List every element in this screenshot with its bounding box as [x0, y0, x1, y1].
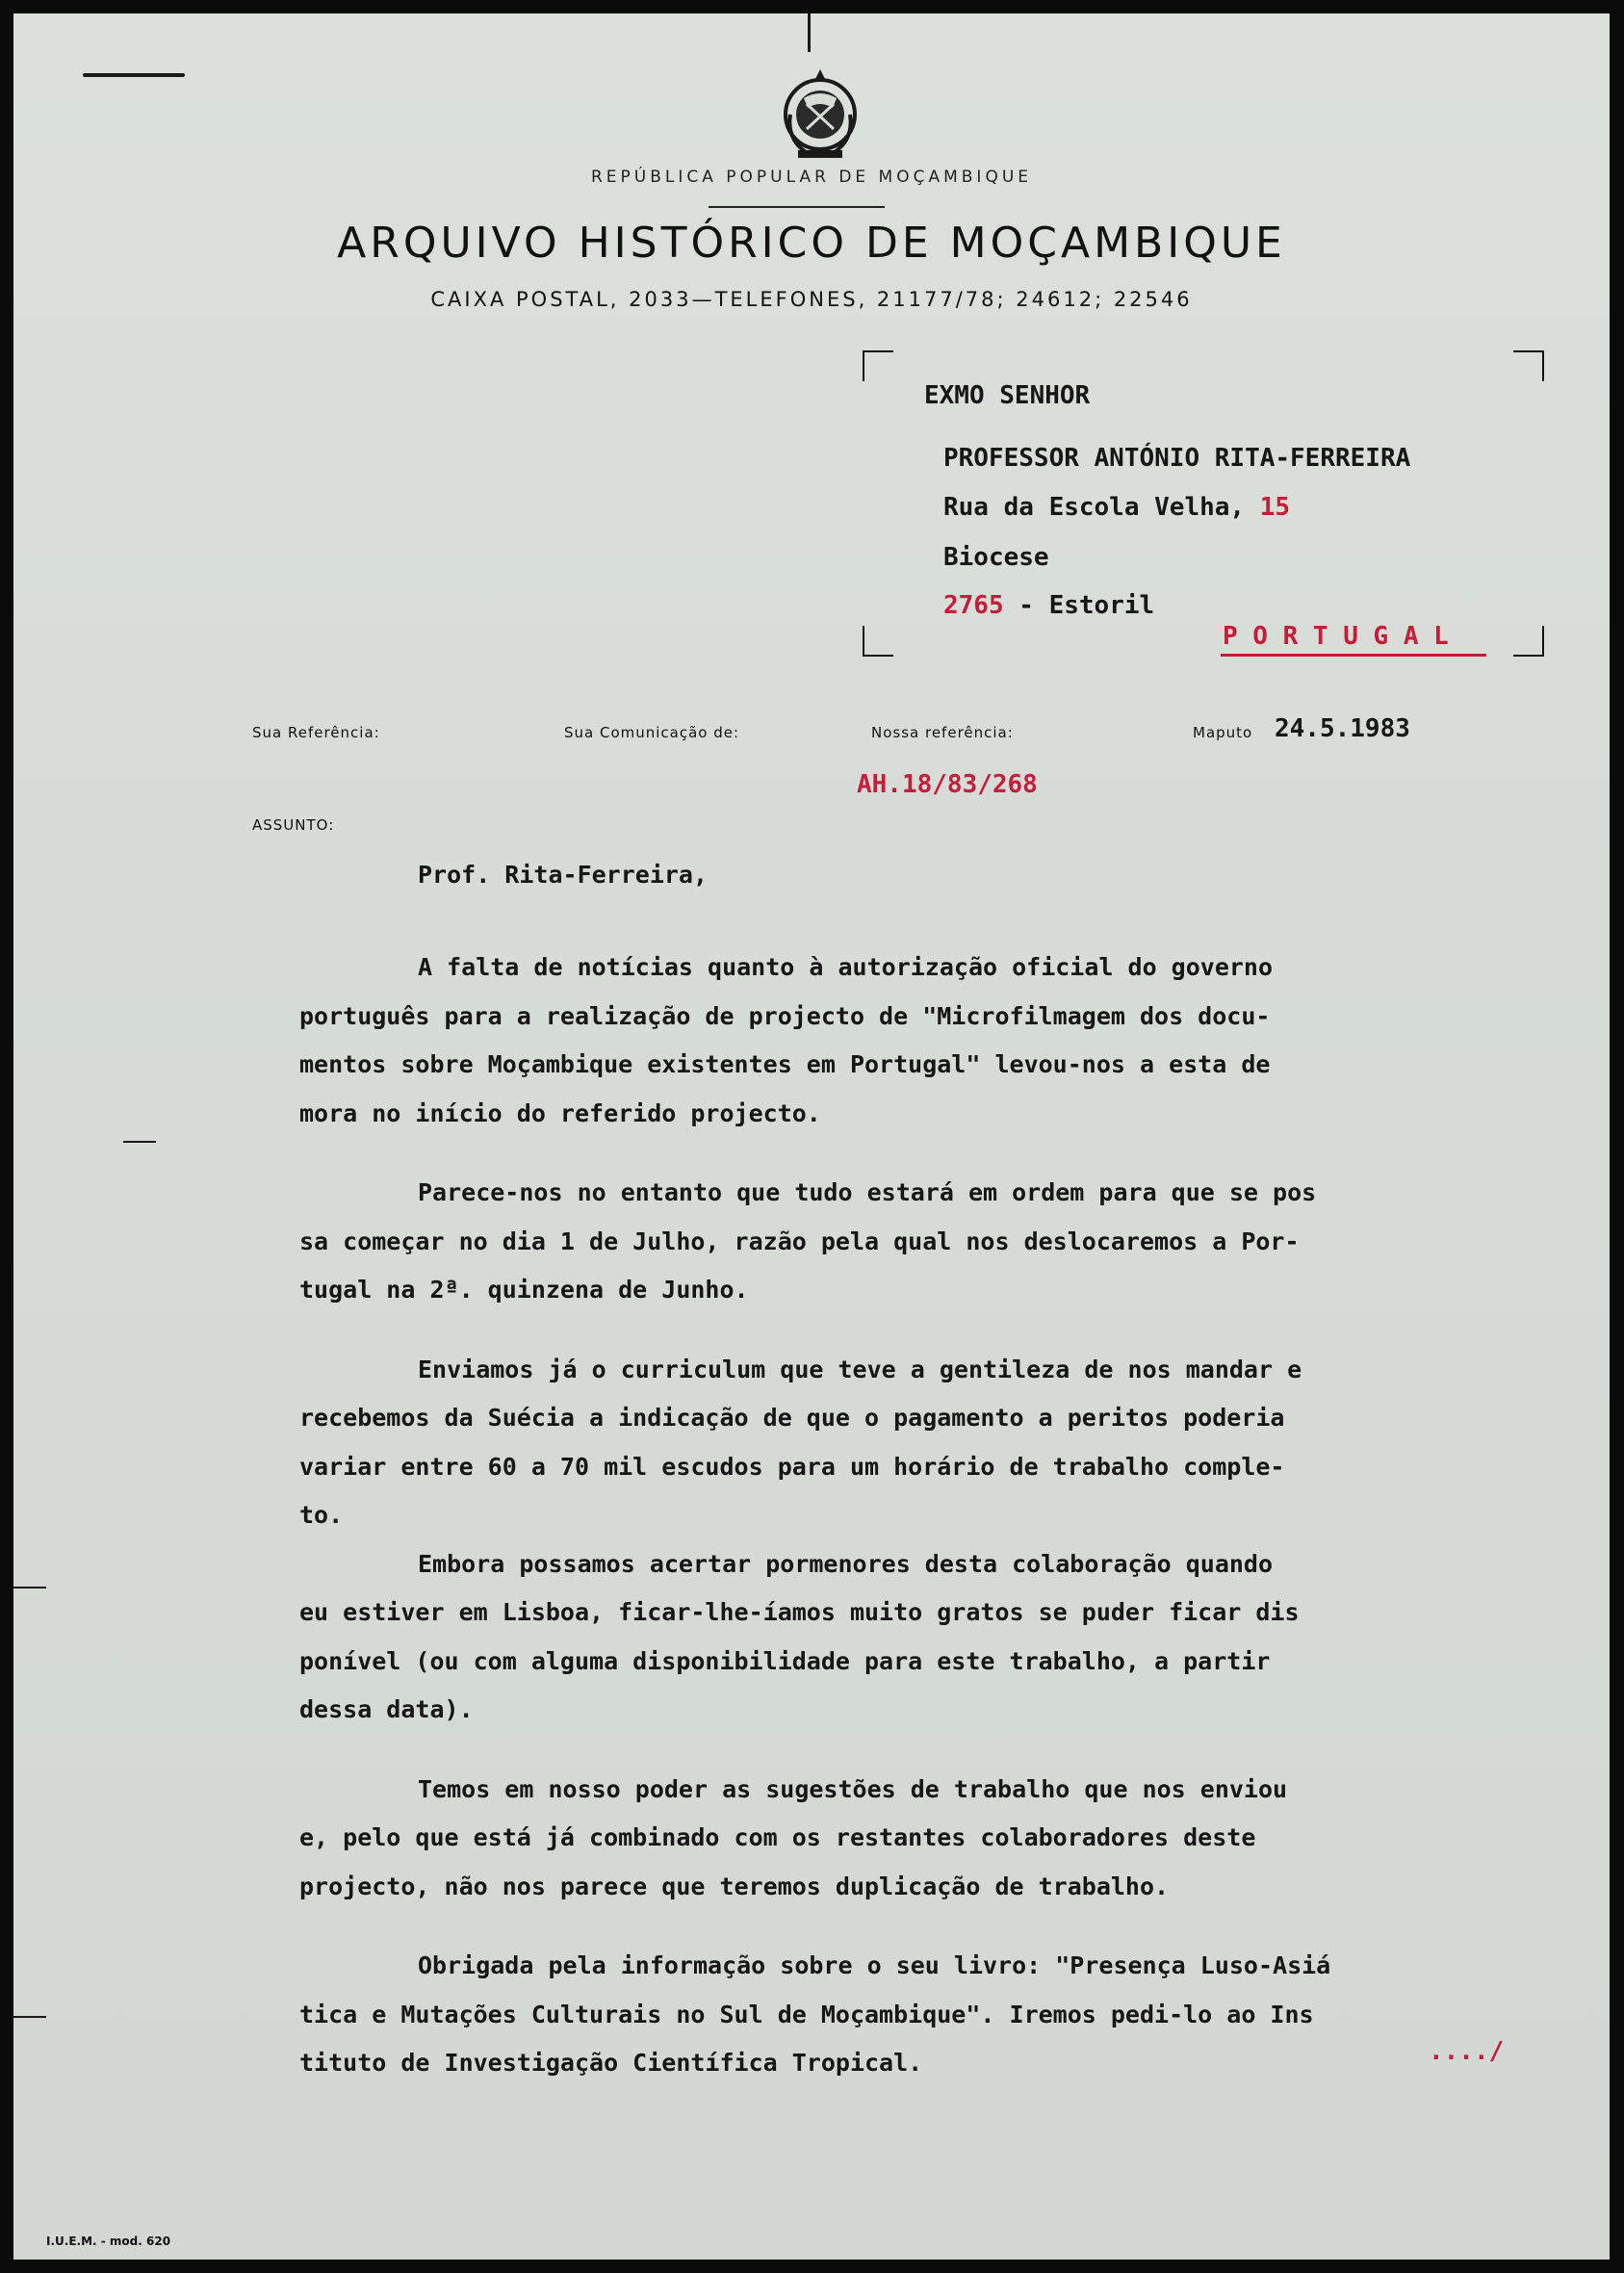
- sua-comunicacao-label: Sua Comunicação de:: [564, 724, 740, 741]
- institution-title: ARQUIVO HISTÓRICO DE MOÇAMBIQUE: [337, 219, 1286, 268]
- recipient-street-line: [943, 493, 1290, 522]
- nossa-referencia-value: AH.18/83/268: [857, 770, 1038, 799]
- para4-line1: Embora possamos acertar pormenores desta colaboração quando: [418, 1549, 1274, 1578]
- address-bracket-top-left: [863, 350, 893, 381]
- para2-line2: sa começar no dia 1 de Julho, razão pela qual nos deslocaremos a Por-: [299, 1227, 1300, 1255]
- heading-divider: [709, 206, 885, 208]
- recipient-country: P O R T U G A L: [1223, 622, 1449, 651]
- continuation-mark: ..../: [1429, 2037, 1505, 2066]
- greeting: Prof. Rita-Ferreira,: [418, 861, 709, 889]
- recipient-name: PROFESSOR ANTÓNIO RITA-FERREIRA: [943, 444, 1411, 473]
- para1-line4: mora no início do referido projecto.: [299, 1098, 821, 1127]
- para3-line4: to.: [299, 1501, 344, 1529]
- letter-body: [418, 851, 1610, 900]
- para3-line1: Enviamos já o curriculum que teve a gentileza de nos mandar e: [418, 1355, 1302, 1383]
- recipient-street-number: 15: [1259, 493, 1291, 522]
- address-bracket-top-right: [1513, 350, 1544, 381]
- fold-mark-3: [13, 2016, 46, 2018]
- para1-line3: mentos sobre Moçambique existentes em Portugal" levou-nos a esta de: [299, 1050, 1271, 1078]
- para2-line3: tugal na 2ª. quinzena de Junho.: [299, 1276, 749, 1304]
- para5-line2: e, pelo que está já combinado com os restantes colaboradores deste: [299, 1823, 1256, 1851]
- recipient-salutation: EXMO SENHOR: [924, 381, 1091, 410]
- letter-page: [13, 13, 1610, 2260]
- recipient-locality: Biocese: [943, 543, 1049, 572]
- para1-line1: A falta de notícias quanto à autorização oficial do governo: [418, 953, 1274, 981]
- coat-of-arms-emblem: [775, 62, 865, 168]
- fold-mark-2: [13, 1587, 46, 1589]
- letter-paragraphs: [299, 943, 1512, 2088]
- para6-line3: tituto de Investigação Científica Tropical.: [299, 2049, 923, 2077]
- address-bracket-bottom-left: [863, 626, 893, 657]
- fold-mark-1: [123, 1141, 156, 1143]
- para3-line3: variar entre 60 a 70 mil escudos para um horário de trabalho comple-: [299, 1452, 1285, 1481]
- recipient-city-line: [943, 591, 1154, 620]
- letter-date: 24.5.1983: [1275, 714, 1410, 743]
- para5-line3: projecto, não nos parece que teremos duplicação de trabalho.: [299, 1872, 1170, 1900]
- country-underline: [1221, 654, 1486, 657]
- recipient-postal-code: 2765: [943, 591, 1004, 620]
- hole-punch-mark: [83, 73, 185, 77]
- address-bracket-bottom-right: [1513, 626, 1544, 657]
- para5-line1: Temos em nosso poder as sugestões de trabalho que nos enviou: [418, 1774, 1288, 1803]
- para6-line1: Obrigada pela informação sobre o seu livro: "Presença Luso-Asiá: [418, 1951, 1331, 1979]
- para4-line3: ponível (ou com alguma disponibilidade para este trabalho, a partir: [299, 1646, 1271, 1675]
- recipient-street: Rua da Escola Velha,: [943, 493, 1246, 522]
- nossa-referencia-label: Nossa referência:: [871, 724, 1014, 741]
- para6-line2: tica e Mutações Culturais no Sul de Moçambique". Iremos pedi-lo ao Ins: [299, 2000, 1314, 2028]
- para3-line2: recebemos da Suécia a indicação de que o pagamento a peritos poderia: [299, 1404, 1285, 1432]
- para4-line2: eu estiver em Lisboa, ficar-lhe-íamos muito gratos se puder ficar dis: [299, 1598, 1300, 1626]
- republic-heading: REPÚBLICA POPULAR DE MOÇAMBIQUE: [590, 168, 1033, 187]
- assunto-label: ASSUNTO:: [252, 816, 335, 834]
- contact-line: CAIXA POSTAL, 2033—TELEFONES, 21177/78; 24612; 22546: [430, 288, 1193, 311]
- form-code: I.U.E.M. - mod. 620: [46, 2234, 171, 2248]
- top-cut-mark: [808, 13, 811, 52]
- sua-referencia-label: Sua Referência:: [252, 724, 380, 741]
- para4-line4: dessa data).: [299, 1695, 474, 1723]
- place-label: Maputo: [1193, 724, 1253, 741]
- para1-line2: português para a realização de projecto de "Microfilmagem dos docu-: [299, 1001, 1271, 1030]
- para2-line1: Parece-nos no entanto que tudo estará em ordem para que se pos: [418, 1178, 1317, 1206]
- recipient-city: - Estoril: [1018, 591, 1155, 620]
